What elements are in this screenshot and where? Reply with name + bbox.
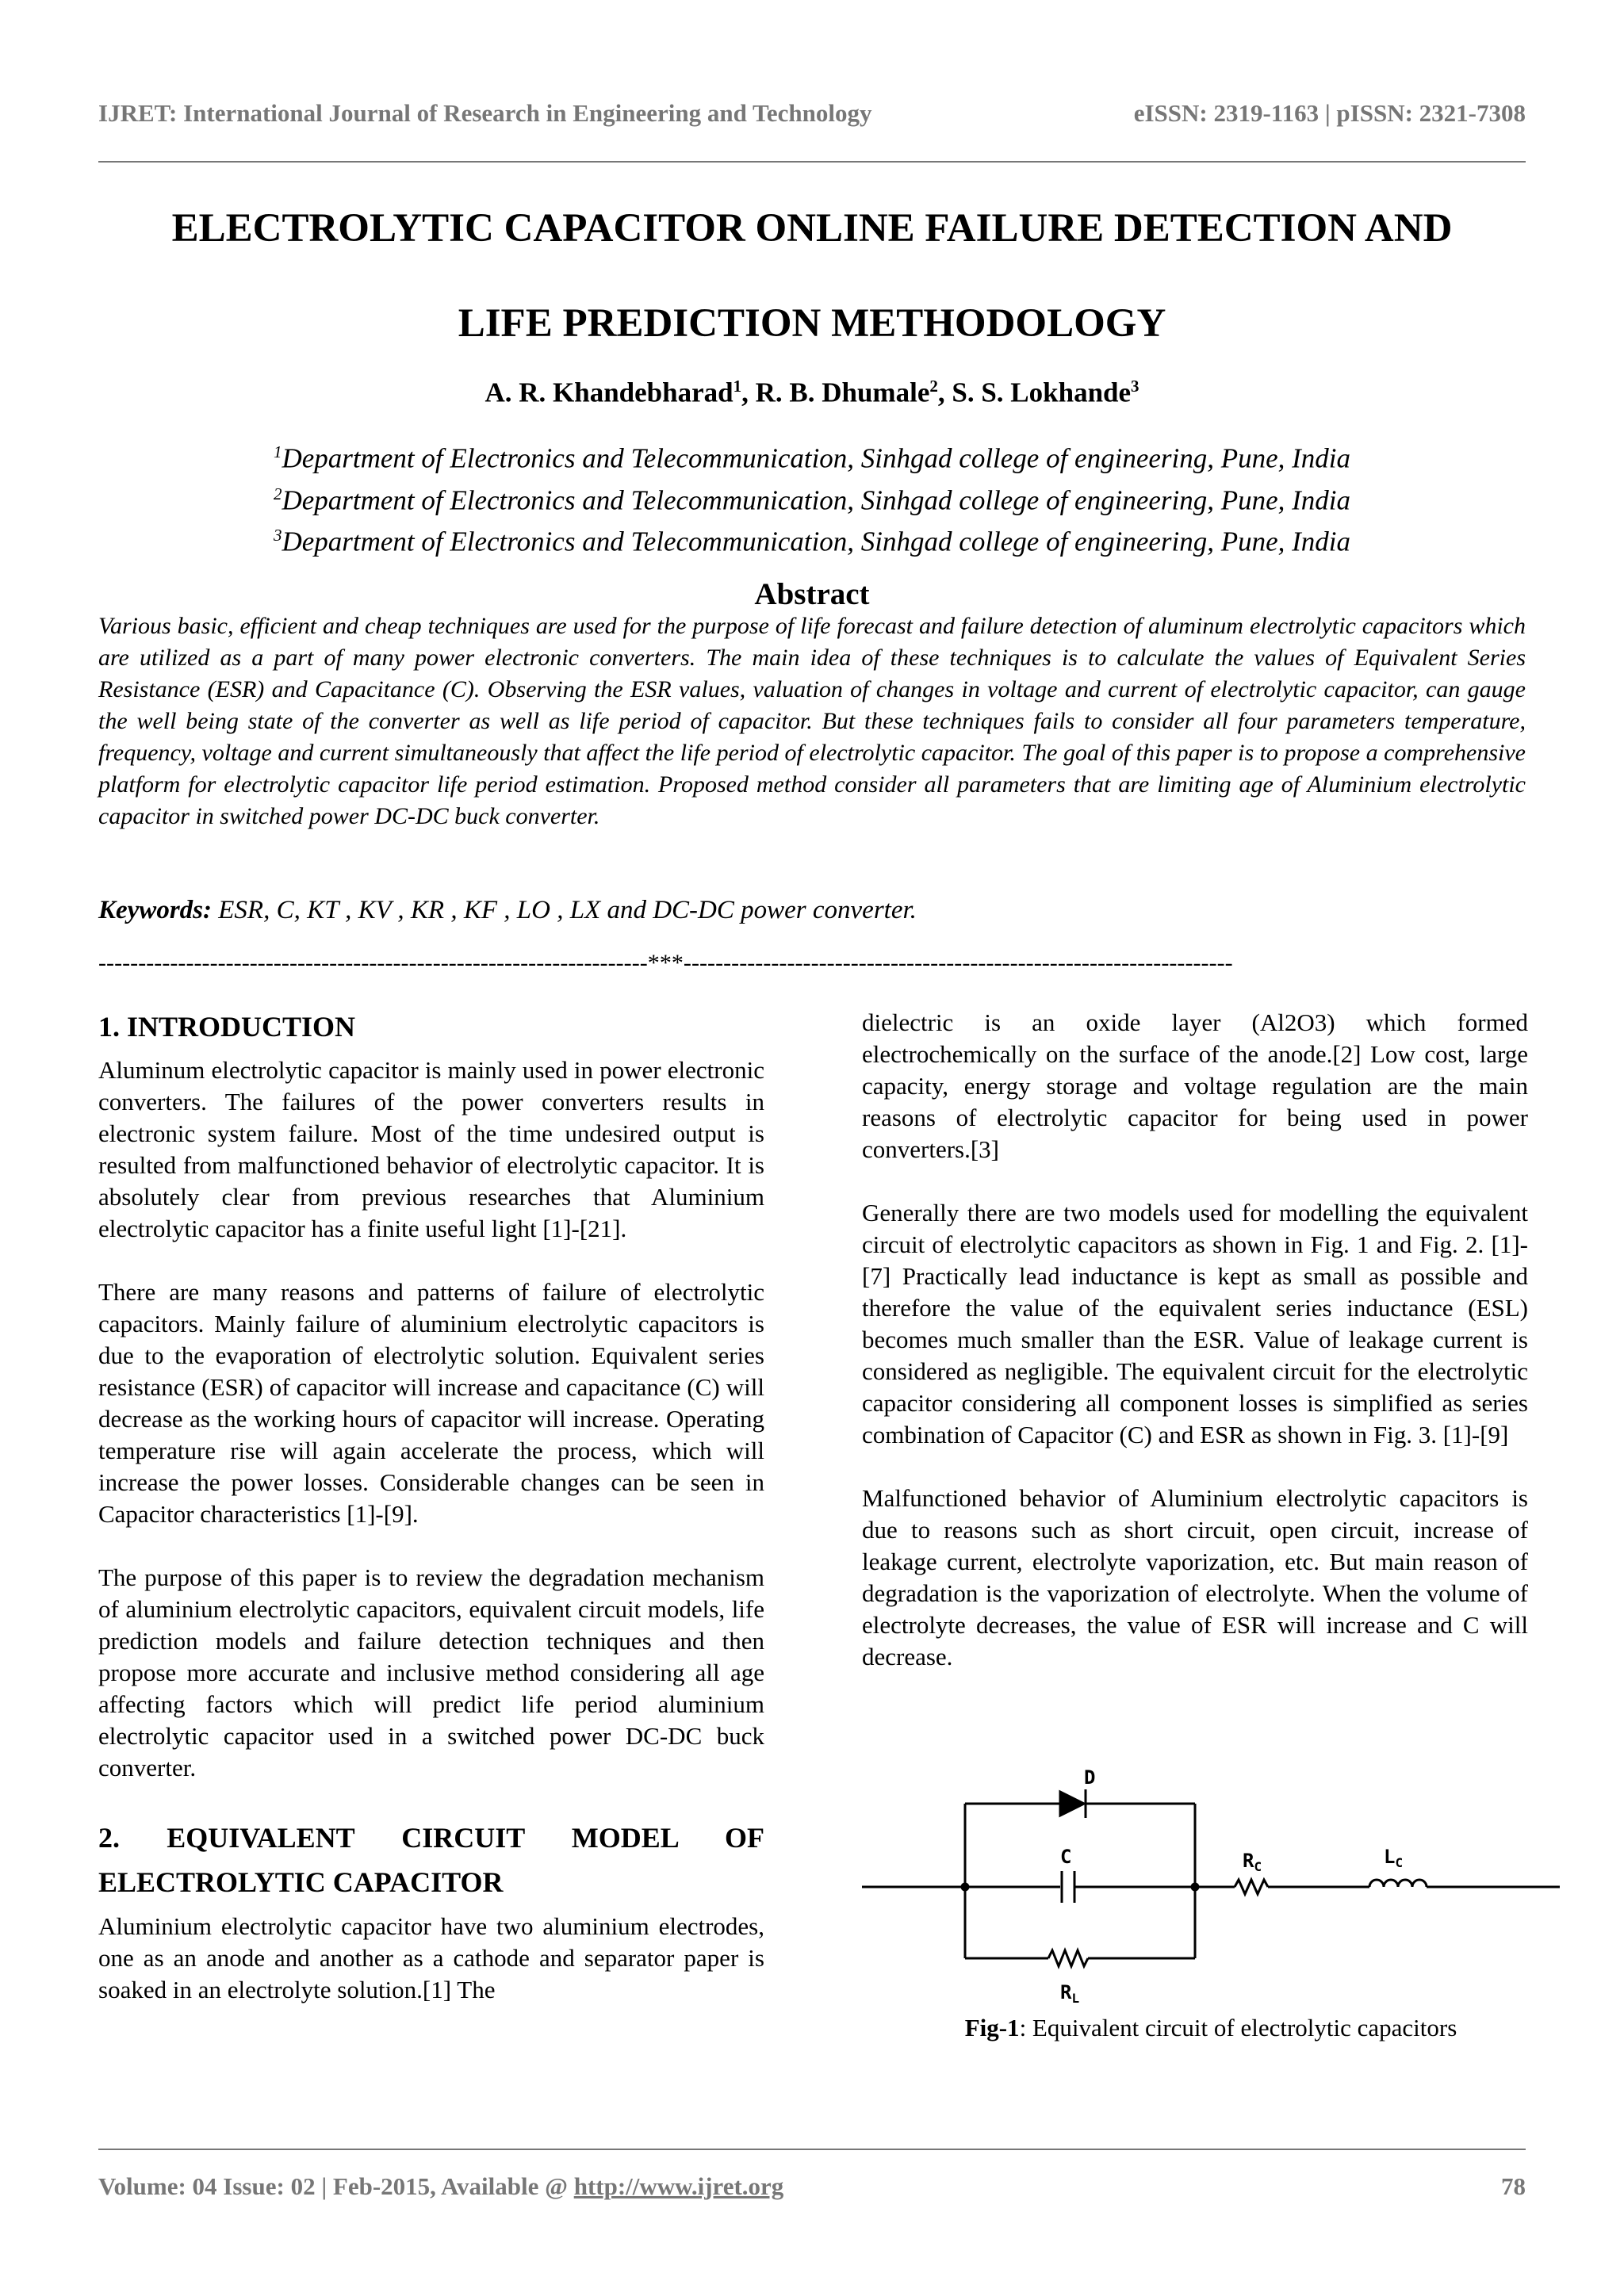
paragraph: There are many reasons and patterns of failure of electrolytic capacitors. Mainly failure of aluminium electrolytic capacitors is due to the evaporation of electrolytic solution. Equivalent series resistance (ESR) of capacitor will increase and capacitance (C) will decrease as the working hours of capacitor will increase. Operating temperature rise will again accelerate the process, which will increase the power losses. Considerable changes can be seen in Capacitor characteristics [1]-[9]. [98,1278,764,1528]
title-line-1: ELECTROLYTIC CAPACITOR ONLINE FAILURE DETECTION AND [171,206,1453,251]
abstract-body [98,610,1526,832]
svg-text:RL [1060,1981,1079,2006]
affiliation-sup: 1 [273,442,282,461]
inductor-symbol [1369,1880,1427,1887]
paragraph: Aluminum electrolytic capacitor is mainly used in power electronic converters. The failures of the power converters results in electronic system failure. Most of the time undesired output is resulted from malfunctioned behavior of electrolytic capacitor. It is absolutely clear from previous researches that Aluminium electrolytic capacitor has a finite useful light [1]-[21]. [98,1056,764,1242]
section-separator: ---------------------------------------------------------------------***--------------------------------------------------------------------- [98,950,1233,976]
affiliation-text: Department of Electronics and Telecommunication, Sinhgad college of engineering, Pune, India [282,442,1351,474]
affiliation [98,476,1526,519]
abstract-heading: Abstract [754,577,870,611]
paragraph: The purpose of this paper is to review the degradation mechanism of aluminium electrolytic capacitors, equivalent circuit models, life prediction models and failure detection techniques and then propose more accurate and inclusive method considering all age affecting factors which will predict life period aluminium electrolytic capacitor used in a switched power DC-DC buck converter. [98,1563,764,1781]
label-rl: R [1060,1981,1072,2003]
section-1-heading: 1. INTRODUCTION [98,1011,356,1043]
leakage-resistor-symbol [1048,1950,1088,1966]
keywords-text: ESR, C, KT , KV , KR , KF , LO , LX and DC-DC power converter. [218,896,917,924]
header-rule [98,161,1526,163]
keywords-label: Keywords: [98,896,212,924]
equivalent-circuit-figure [862,1756,1560,2018]
section-2-heading-line-1: 2. EQUIVALENT CIRCUIT MODEL OF [98,1822,764,1854]
caption-label: Fig-1 [964,2014,1020,2042]
journal-name: IJRET: International Journal of Research in Engineering and Technology [98,99,872,127]
affiliation [98,434,1526,476]
footer-volume [98,2172,783,2201]
paragraph: dielectric is an oxide layer (Al2O3) which formed electrochemically on the surface of the anode.[2] Low cost, large capacity, energy storage and voltage regulation are the main reasons of electrolytic capacitor for being used in power converters.[3] [862,1008,1528,1163]
affiliation-sup: 2 [273,484,282,503]
section-2-heading [98,1816,764,1904]
section-2-heading-line-2: ELECTROLYTIC CAPACITOR [98,1866,504,1898]
page-number: 78 [1501,2172,1526,2200]
paragraph: Aluminium electrolytic capacitor have two aluminium electrodes, one as an anode and another as a cathode and separator paper is soaked in an electrolyte solution.[1] The [98,1912,764,2003]
esr-resistor-symbol [1235,1880,1268,1894]
left-column [98,1007,764,2038]
author-sup: 3 [1131,377,1139,396]
svg-text:RC [1243,1850,1262,1874]
paper-title [98,181,1526,371]
abstract-text: Various basic, efficient and cheap techniques are used for the purpose of life forecast and failure detection of aluminum electrolytic capacitors which are utilized as a part of many power electronic converters. The main idea of these techniques is to calculate the values of Equivalent Series Resistance (ESR) and Capacitance (C). Observing the ESR values, valuation of changes in voltage and current of electrolytic capacitor, can gauge the well being state of the converter as well as life period of capacitor. But these techniques fails to consider all four parameters temperature, frequency, voltage and current simultaneously that affect the life period of electrolytic capacitor. The goal of this paper is to propose a comprehensive platform for electrolytic capacitor life period estimation. Proposed method consider all parameters that are limiting age of Aluminium electrolytic capacitor in switched power DC-DC buck converter. [98,613,1526,829]
label-d: D [1084,1766,1096,1789]
footer-volume-text: Volume: 04 Issue: 02 | Feb-2015, Available @ [98,2172,574,2200]
author-sup: 1 [733,377,742,396]
affiliation-sup: 3 [273,526,282,545]
keywords [98,896,917,925]
paragraph: Generally there are two models used for modelling the equivalent circuit of electrolytic capacitors as shown in Fig. 1 and Fig. 2. [1]-[7] Practically lead inductance is kept as small as possible and therefore the value of the equivalent series inductance (ESL) becomes much smaller than the ESR. Value of leakage current is considered as negligible. The equivalent circuit for the electrolytic capacitor considering all component losses is simplified as series combination of Capacitor (C) and ESR as shown in Fig. 3. [1]-[9] [862,1199,1528,1448]
running-header [98,99,1526,134]
author-name: A. R. Khandebharad [485,377,733,408]
label-lc: L [1384,1846,1396,1868]
affiliation-text: Department of Electronics and Telecommunication, Sinhgad college of engineering, Pune, India [282,526,1351,557]
paragraph: Malfunctioned behavior of Aluminium electrolytic capacitors is due to reasons such as short circuit, open circuit, increase of leakage current, electrolyte vaporization, etc. But main reason of degradation is the vaporization of electrolyte. When the volume of electrolyte decreases, the value of ESR will increase and C will decrease. [862,1484,1528,1670]
author-list: A. R. Khandebharad$^1$, R. B. Dhumale$^2$, S. S. Lokhande$^3$ [485,377,1139,408]
right-column [862,1007,1528,1705]
affiliation [98,518,1526,560]
author-sup: 2 [929,377,938,396]
label-c: C [1060,1846,1072,1868]
affiliation-text: Department of Electronics and Telecommunication, Sinhgad college of engineering, Pune, India [282,484,1351,516]
figure-caption [862,2014,1560,2042]
running-footer [98,2172,1526,2207]
label-rl-sub: L [1071,1991,1080,2006]
svg-text:LC [1384,1846,1403,1870]
label-lc-sub: C [1395,1855,1404,1870]
title-line-2: LIFE PREDICTION METHODOLOGY [458,301,1166,346]
affiliations [98,434,1526,560]
caption-text: : Equivalent circuit of electrolytic capacitors [1019,2014,1457,2042]
footer-rule [98,2149,1526,2150]
author-name: R. B. Dhumale [755,377,930,408]
label-rc-sub: C [1254,1859,1262,1874]
author-name: S. S. Lokhande [952,377,1132,408]
diode-symbol [1060,1792,1084,1816]
issn: eISSN: 2319-1163 | pISSN: 2321-7308 [1133,99,1526,127]
label-rc: R [1243,1850,1254,1872]
footer-link[interactable]: http://www.ijret.org [573,2172,784,2200]
